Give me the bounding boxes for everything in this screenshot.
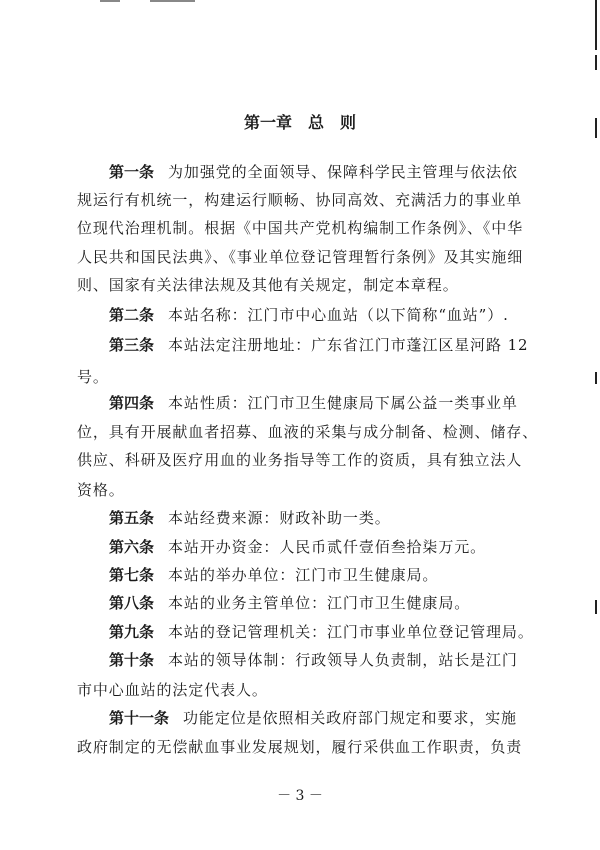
article-9 (109, 622, 559, 642)
article-text: 供应、科研及医疗用血的业务指导等工作的资质，具有独立法人 (77, 451, 523, 469)
article-text: 本站开办资金：人民币贰仟壹佰叁拾柒万元。 (168, 538, 487, 556)
article-2 (109, 305, 559, 325)
article-label: 第八条 (109, 594, 155, 612)
article-text: 本站性质：江门市卫生健康局下属公益一类事业单 (168, 394, 518, 412)
article-4 (109, 393, 559, 413)
article-text: 功能定位是依照相关政府部门规定和要求，实施 (183, 709, 517, 727)
scan-edge (595, 0, 597, 50)
article-3 (109, 335, 559, 355)
article-text: 位现代治理机制。根据《中国共产党机构编制工作条例》、《中华 (77, 219, 524, 237)
article-text: 本站经费来源：财政补助一类。 (168, 509, 391, 527)
article-text: 本站名称：江门市中心血站（以下简称“血站”）. (168, 306, 509, 324)
article-text: 本站的领导体制：行政领导人负责制，站长是江门 (168, 651, 518, 669)
article-1 (109, 162, 559, 182)
article-5 (109, 508, 559, 528)
article-text: 本站的登记管理机关：江门市事业单位登记管理局。 (168, 623, 534, 641)
article-text: 政府制定的无偿献血事业发展规划，履行采供血工作职责，负责 (77, 738, 523, 756)
article-text: 为加强党的全面领导、保障科学民主管理与依法依 (168, 163, 518, 181)
article-label: 第四条 (109, 394, 155, 412)
article-text: 号。 (77, 368, 109, 386)
article-8 (109, 593, 559, 613)
scan-edge (595, 600, 597, 614)
article-label: 第九条 (109, 623, 155, 641)
article-text: 市中心血站的法定代表人。 (77, 681, 268, 699)
scan-edge (595, 55, 597, 70)
article-text: 位，具有开展献血者招募、血液的采集与成分制备、检测、储存、 (77, 423, 539, 441)
article-label: 第二条 (109, 306, 155, 324)
article-label: 第五条 (109, 509, 155, 527)
article-label: 第一条 (109, 163, 155, 181)
article-6 (109, 537, 559, 557)
chapter-title: 第一章 总 则 (243, 113, 356, 132)
article-text: 规运行有机统一，构建运行顺畅、协同高效、充满活力的事业单 (77, 191, 523, 209)
article-label: 第十一条 (109, 709, 170, 727)
article-label: 第三条 (109, 336, 155, 354)
scan-artifact (150, 0, 195, 2)
article-10 (109, 650, 559, 670)
article-11 (109, 708, 559, 728)
article-label: 第六条 (109, 538, 155, 556)
article-text: 资格。 (77, 481, 125, 499)
article-text: 人民共和国民法典》、《事业单位登记管理暂行条例》及其实施细 (77, 248, 524, 266)
article-7 (109, 565, 559, 585)
article-text: 本站的业务主管单位：江门市卫生健康局。 (168, 594, 471, 612)
article-text: 本站法定注册地址：广东省江门市蓬江区星河路 12 (168, 336, 529, 354)
page-number: － 3 － (277, 788, 323, 804)
article-label: 第七条 (109, 566, 155, 584)
article-text: 本站的举办单位：江门市卫生健康局。 (168, 566, 439, 584)
article-label: 第十条 (109, 651, 155, 669)
article-text: 则、国家有关法律法规及其他有关规定，制定本章程。 (77, 276, 459, 294)
scan-edge (595, 372, 597, 384)
scan-artifact (100, 0, 120, 2)
